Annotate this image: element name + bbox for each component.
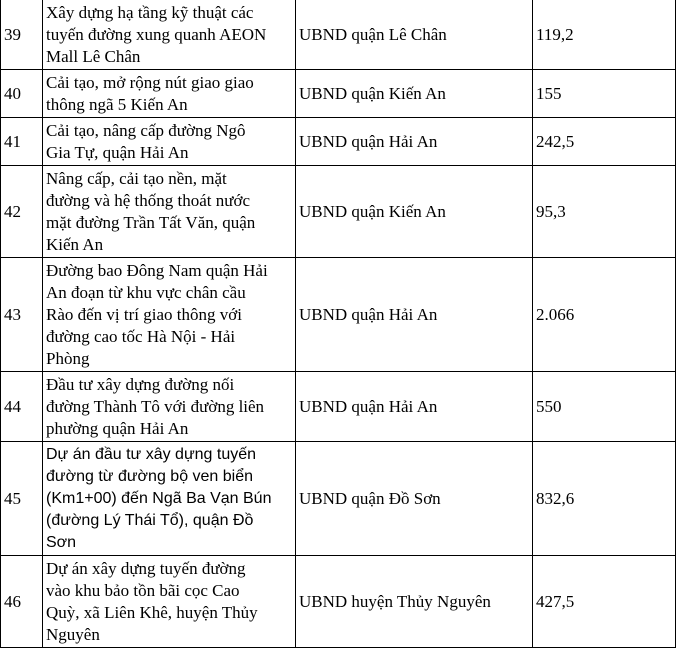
project-name-line: đường và hệ thống thoát nước bbox=[46, 190, 251, 210]
project-name-cell bbox=[43, 258, 296, 372]
project-name-cell bbox=[43, 118, 296, 166]
project-name-line: vào khu bảo tồn bãi cọc Cao bbox=[46, 580, 240, 600]
project-name-line: đường Thành Tô với đường liên bbox=[46, 396, 265, 416]
row-number-cell bbox=[1, 166, 43, 258]
owner-name: UBND quận Kiến An bbox=[299, 201, 446, 221]
table-row bbox=[1, 166, 676, 258]
owner-cell bbox=[296, 442, 533, 556]
row-number: 40 bbox=[4, 83, 21, 103]
owner-name: UBND quận Lê Chân bbox=[299, 24, 447, 44]
project-name-line: Mall Lê Chân bbox=[46, 46, 141, 66]
amount-cell bbox=[533, 372, 676, 442]
amount-value: 550 bbox=[536, 396, 562, 416]
project-name-line: Sơn bbox=[46, 533, 77, 551]
project-name-line: mặt đường Trần Tất Văn, quận bbox=[46, 212, 256, 232]
project-name-cell bbox=[43, 442, 296, 556]
amount-cell bbox=[533, 258, 676, 372]
project-name-line: Cải tạo, nâng cấp đường Ngô bbox=[46, 120, 246, 140]
project-name-line: (đường Lý Thái Tổ), quận Đồ bbox=[46, 511, 254, 529]
table-row bbox=[1, 372, 676, 442]
amount-value: 427,5 bbox=[536, 591, 575, 611]
row-number-cell bbox=[1, 372, 43, 442]
amount-cell bbox=[533, 0, 676, 70]
row-number: 46 bbox=[4, 591, 21, 611]
owner-cell bbox=[296, 166, 533, 258]
project-name-line: An đoạn từ khu vực chân cầu bbox=[46, 282, 246, 302]
row-number-cell bbox=[1, 442, 43, 556]
project-name-cell bbox=[43, 70, 296, 118]
row-number-cell bbox=[1, 556, 43, 648]
project-name-line: thông ngã 5 Kiến An bbox=[46, 94, 188, 114]
project-name-line: Đầu tư xây dựng đường nối bbox=[46, 374, 235, 394]
table-row bbox=[1, 258, 676, 372]
project-name-line: Rào đến vị trí giao thông với bbox=[46, 304, 242, 324]
row-number-cell bbox=[1, 258, 43, 372]
project-name-line: Đường bao Đông Nam quận Hải bbox=[46, 260, 268, 280]
table-row bbox=[1, 70, 676, 118]
owner-cell bbox=[296, 372, 533, 442]
owner-name: UBND quận Kiến An bbox=[299, 83, 446, 103]
owner-cell bbox=[296, 0, 533, 70]
project-name-line: phường quận Hải An bbox=[46, 418, 189, 438]
table-row bbox=[1, 442, 676, 556]
amount-cell bbox=[533, 118, 676, 166]
amount-value: 119,2 bbox=[536, 24, 574, 44]
amount-cell bbox=[533, 442, 676, 556]
project-name-cell bbox=[43, 166, 296, 258]
project-name-line: Kiến An bbox=[46, 234, 104, 254]
amount-value: 832,6 bbox=[536, 488, 575, 508]
project-name-line: Cải tạo, mở rộng nút giao giao bbox=[46, 72, 254, 92]
project-name-cell bbox=[43, 372, 296, 442]
table-row bbox=[1, 118, 676, 166]
owner-cell bbox=[296, 70, 533, 118]
owner-cell bbox=[296, 556, 533, 648]
table-row bbox=[1, 0, 676, 70]
project-name-line: (Km1+00) đến Ngã Ba Vạn Bún bbox=[46, 489, 272, 507]
project-name-line: Dự án xây dựng tuyến đường bbox=[46, 558, 246, 578]
owner-name: UBND huyện Thủy Nguyên bbox=[299, 591, 491, 611]
amount-value: 2.066 bbox=[536, 304, 575, 324]
project-name-line: Xây dựng hạ tầng kỹ thuật các bbox=[46, 2, 254, 22]
owner-cell bbox=[296, 118, 533, 166]
project-name-line: Nguyên bbox=[46, 624, 100, 644]
project-name-line: Quỳ, xã Liên Khê, huyện Thủy bbox=[46, 602, 258, 622]
row-number-cell bbox=[1, 0, 43, 70]
project-name-line: đường cao tốc Hà Nội - Hải bbox=[46, 326, 236, 346]
amount-value: 95,3 bbox=[536, 201, 566, 221]
project-name-line: Nâng cấp, cải tạo nền, mặt bbox=[46, 168, 227, 188]
project-name-cell bbox=[43, 0, 296, 70]
owner-name: UBND quận Hải An bbox=[299, 131, 438, 151]
owner-cell bbox=[296, 258, 533, 372]
project-name-line: Dự án đầu tư xây dựng tuyến bbox=[46, 445, 257, 463]
owner-name: UBND quận Đồ Sơn bbox=[299, 488, 441, 508]
project-name-line: đường từ đường bộ ven biển bbox=[46, 467, 254, 485]
amount-cell bbox=[533, 70, 676, 118]
amount-value: 155 bbox=[536, 83, 562, 103]
amount-value: 242,5 bbox=[536, 131, 575, 151]
row-number: 45 bbox=[4, 488, 21, 508]
owner-name: UBND quận Hải An bbox=[299, 304, 438, 324]
row-number-cell bbox=[1, 118, 43, 166]
amount-cell bbox=[533, 556, 676, 648]
row-number: 43 bbox=[4, 304, 21, 324]
row-number: 42 bbox=[4, 201, 21, 221]
amount-cell bbox=[533, 166, 676, 258]
table-row bbox=[1, 556, 676, 648]
project-name-cell bbox=[43, 556, 296, 648]
project-name-line: Phòng bbox=[46, 348, 90, 368]
project-name-line: Gia Tự, quận Hải An bbox=[46, 142, 189, 162]
row-number: 44 bbox=[4, 396, 21, 416]
row-number: 39 bbox=[4, 24, 21, 44]
owner-name: UBND quận Hải An bbox=[299, 396, 438, 416]
row-number: 41 bbox=[4, 131, 21, 151]
row-number-cell bbox=[1, 70, 43, 118]
project-name-line: tuyến đường xung quanh AEON bbox=[46, 24, 267, 44]
